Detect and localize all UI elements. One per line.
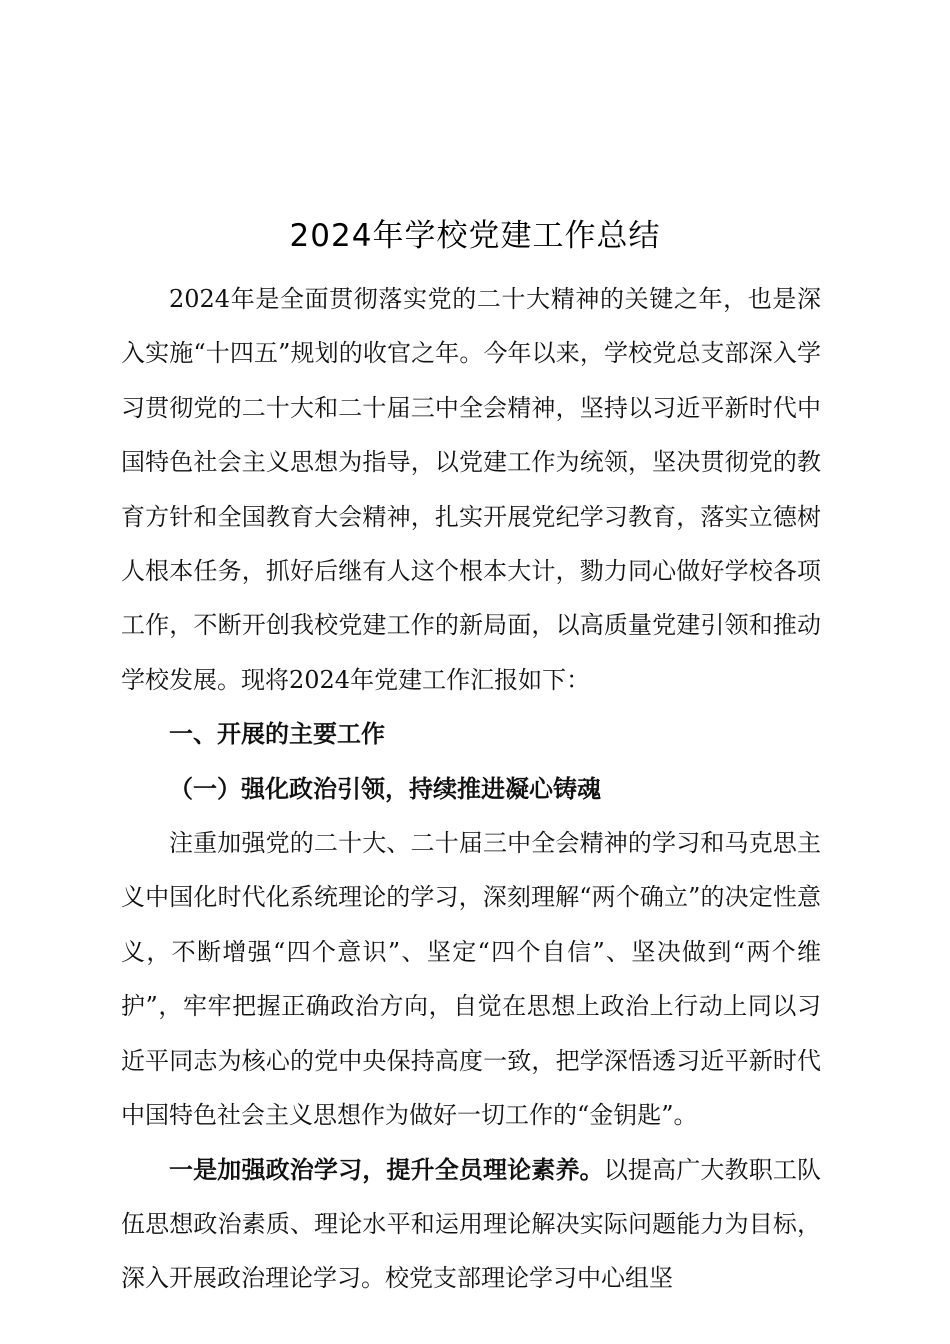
point-lead-political-study: 一是加强政治学习，提升全员理论素养。 — [169, 1154, 604, 1184]
intro-paragraph: 2024年是全面贯彻落实党的二十大精神的关键之年，也是深入实施“十四五”规划的收官之年。今年以来，学校党总支部深入学习贯彻党的二十大和二十届三中全会精神，坚持以习近平新时代中国特色社会主义思想为指导，以党建工作为统领，坚决贯彻党的教育方针和全国教育大会精神，扎实开展党纪学习教育，落实立德树人根本任务，抓好后继有人这个根本大计，勠力同心做好学校各项工作，不断开创我校党建工作的新局面，以高质量党建引领和推动学校发展。现将2024年党建工作汇报如下： — [121, 285, 821, 694]
document-body — [121, 272, 821, 1306]
subsection-heading-political-guidance: （一）强化政治引领，持续推进凝心铸魂 — [169, 773, 601, 803]
point-text-political-study: 以提高广大教职工队伍思想政治素质、理论水平和运用理论解决实际问题能力为目标，深入开展政治理论学习。校党支部理论学习中心组坚 — [121, 1155, 822, 1293]
section-heading-main-work: 一、开展的主要工作 — [169, 720, 385, 749]
point-paragraph-political-study — [121, 1143, 821, 1306]
document-title: 2024年学校党建工作总结 — [289, 218, 661, 254]
subsection-paragraph-political-guidance: 注重加强党的二十大、二十届三中全会精神的学习和马克思主义中国化时代化系统理论的学习，深刻理解“两个确立”的决定性意义，不断增强“四个意识”、坚定“四个自信”、坚决做到“两个维护”，牢牢把握正确政治方向，自觉在思想上政治上行动上同以习近平同志为核心的党中央保持高度一致，把学深悟透习近平新时代中国特色社会主义思想作为做好一切工作的“金钥匙”。 — [121, 829, 821, 1130]
